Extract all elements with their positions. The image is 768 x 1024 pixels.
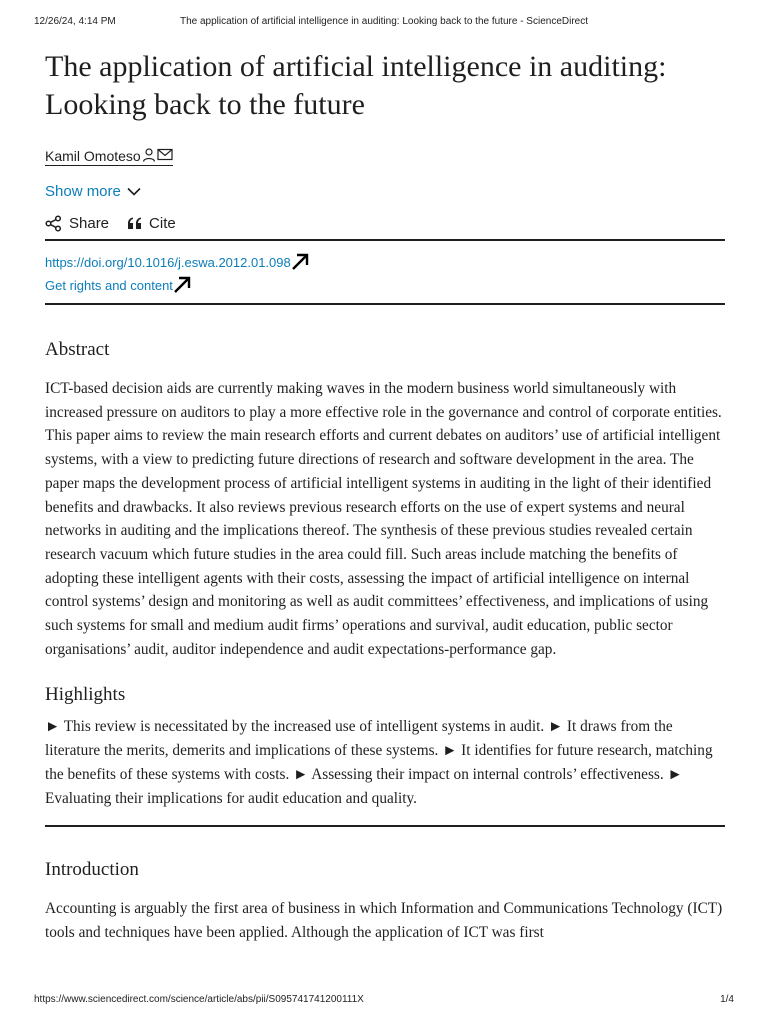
print-header	[34, 16, 734, 30]
author-link[interactable]	[45, 148, 173, 166]
show-more-button[interactable]	[45, 183, 141, 200]
page-number: 1/4	[720, 994, 734, 1005]
highlights-heading: Highlights	[45, 684, 126, 706]
envelope-icon	[157, 148, 173, 161]
introduction-heading: Introduction	[45, 859, 139, 881]
cite-button[interactable]	[127, 215, 176, 232]
external-link-arrow-icon	[173, 276, 191, 293]
print-url: https://www.sciencedirect.com/science/article/abs/pii/S095741741200111X	[34, 994, 364, 1005]
highlights-text: ► This review is necessitated by the increased use of intelligent systems in audit. ► It draws from the literature the merits, demerits and implications of these systems. ► It identifies for future research, matching the benefits of these systems with costs. ► Assessing their impact on internal controls’ effectiveness. ► Evaluating their implications for audit education and quality.	[45, 718, 713, 807]
show-more-label: Show more	[45, 183, 121, 200]
author-row	[45, 148, 725, 170]
chevron-down-icon	[127, 187, 141, 196]
identifier-block	[45, 239, 725, 303]
article-title: The application of artificial intelligence in auditing: Looking back to the future	[45, 50, 667, 121]
doi-link[interactable]	[45, 253, 309, 270]
external-link-arrow-icon	[291, 253, 309, 270]
share-icon	[45, 215, 62, 232]
abstract-text: ICT-based decision aids are currently making waves in the modern business world simultaneously with increased pressure on auditors to play a more effective role in the governance and control of corporate entities. This paper aims to review the main research efforts and current debates on auditors’ use of artificial intelligent systems, with a view to predicting future directions of research and software development in the area. The paper maps the development process of artificial intelligent systems in auditing in the light of their identified benefits and drawbacks. It also reviews previous research efforts on the use of expert systems and neural networks in auditing and the implications thereof. The synthesis of these previous studies revealed certain research vacuum which future studies in the area could fill. Such areas include matching the benefits of adopting these intelligent agents with their costs, assessing the impact of artificial intelligence on internal control systems’ design and monitoring as well as audit committees’ effectiveness, and implications of using such systems for small and medium audit firms’ operations and survival, audit education, public sector organisations’ audit, auditor independence and audit expectations-performance gap.	[45, 380, 722, 658]
divider	[45, 825, 725, 827]
doi-text: https://doi.org/10.1016/j.eswa.2012.01.098	[45, 255, 291, 270]
author-name: Kamil Omoteso	[45, 148, 141, 164]
share-button[interactable]	[45, 215, 109, 232]
person-icon	[142, 148, 156, 162]
print-datetime: 12/26/24, 4:14 PM	[34, 16, 116, 27]
rights-link[interactable]	[45, 276, 191, 293]
article-content	[45, 48, 725, 945]
cite-label: Cite	[149, 215, 176, 232]
share-label: Share	[69, 215, 110, 232]
divider	[45, 303, 725, 305]
rights-text: Get rights and content	[45, 278, 173, 293]
print-page-title: The application of artificial intelligence in auditing: Looking back to the future - ScienceDirect	[179, 16, 588, 27]
print-footer	[34, 994, 734, 1008]
article-actions	[45, 215, 725, 232]
abstract-heading: Abstract	[45, 339, 110, 360]
quote-icon	[127, 217, 142, 230]
introduction-text: Accounting is arguably the first area of business in which Information and Communications Technology (ICT) tools and techniques have been applied. Although the application of ICT was first	[45, 900, 723, 941]
